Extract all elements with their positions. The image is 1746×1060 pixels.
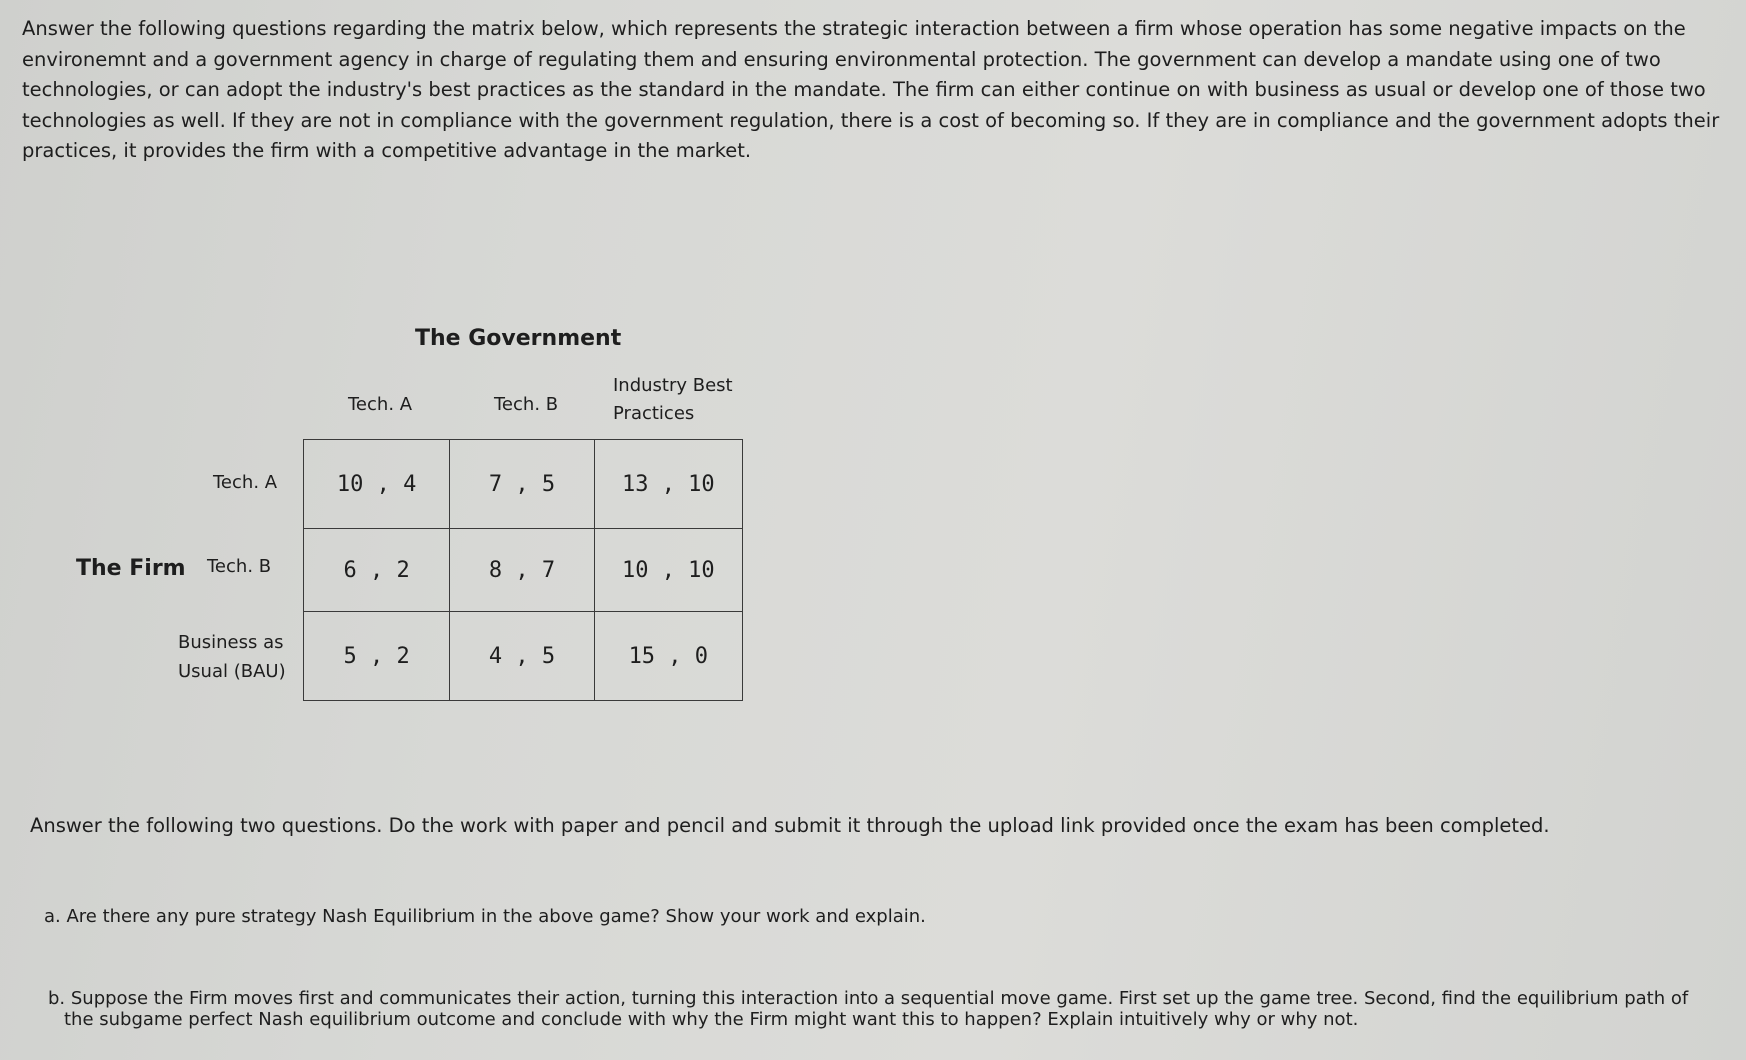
payoff-cell: 10 , 10 (594, 529, 742, 612)
row-player-title: The Firm (76, 556, 186, 581)
column-player-title: The Government (415, 326, 622, 351)
payoff-cell: 7 , 5 (450, 440, 594, 529)
instructions-text: Answer the following two questions. Do the work with paper and pencil and submit it through the upload link provided once the exam has been completed. (30, 814, 1550, 837)
row-header-bau: Business as Usual (BAU) (178, 632, 286, 682)
question-a: a. Are there any pure strategy Nash Equilibrium in the above game? Show your work and explain. (44, 906, 926, 927)
question-b: b. Suppose the Firm moves first and communicates their action, turning this interaction into a sequential move game. First set up the game tree. Second, find the equilibrium path of the subgame perfect Nash equilibrium outcome and conclude with why the Firm might want this to happen? Explain intuitively why or why not. (48, 988, 1689, 1030)
payoff-cell: 4 , 5 (450, 612, 594, 701)
matrix-row (304, 440, 743, 529)
column-header-industry-best-practices: Industry Best Practices (613, 375, 733, 424)
matrix-row (304, 529, 743, 612)
row-header-tech-b: Tech. B (207, 556, 272, 577)
payoff-cell: 6 , 2 (304, 529, 450, 612)
payoff-cell: 5 , 2 (304, 612, 450, 701)
column-header-tech-a: Tech. A (348, 394, 413, 415)
column-header-tech-b: Tech. B (494, 394, 559, 415)
matrix-row (304, 612, 743, 701)
intro-paragraph: Answer the following questions regarding the matrix below, which represents the strategic interaction between a firm whose operation has some negative impacts on the environemnt and a government agency in charge of regulating them and ensuring environmental protection. The government can develop a mandate using one of two technologies, or can adopt the industry's best practices as the standard in the mandate. The firm can either continue on with business as usual or develop one of those two technologies as well. If they are not in compliance with the government regulation, there is a cost of becoming so. If they are in compliance and the government adopts their practices, it provides the firm with a competitive advantage in the market. (22, 17, 1720, 162)
payoff-cell: 10 , 4 (304, 440, 450, 529)
payoff-cell: 8 , 7 (450, 529, 594, 612)
payoff-matrix (303, 439, 743, 701)
payoff-cell: 15 , 0 (594, 612, 742, 701)
row-header-tech-a: Tech. A (213, 472, 278, 493)
payoff-cell: 13 , 10 (594, 440, 742, 529)
